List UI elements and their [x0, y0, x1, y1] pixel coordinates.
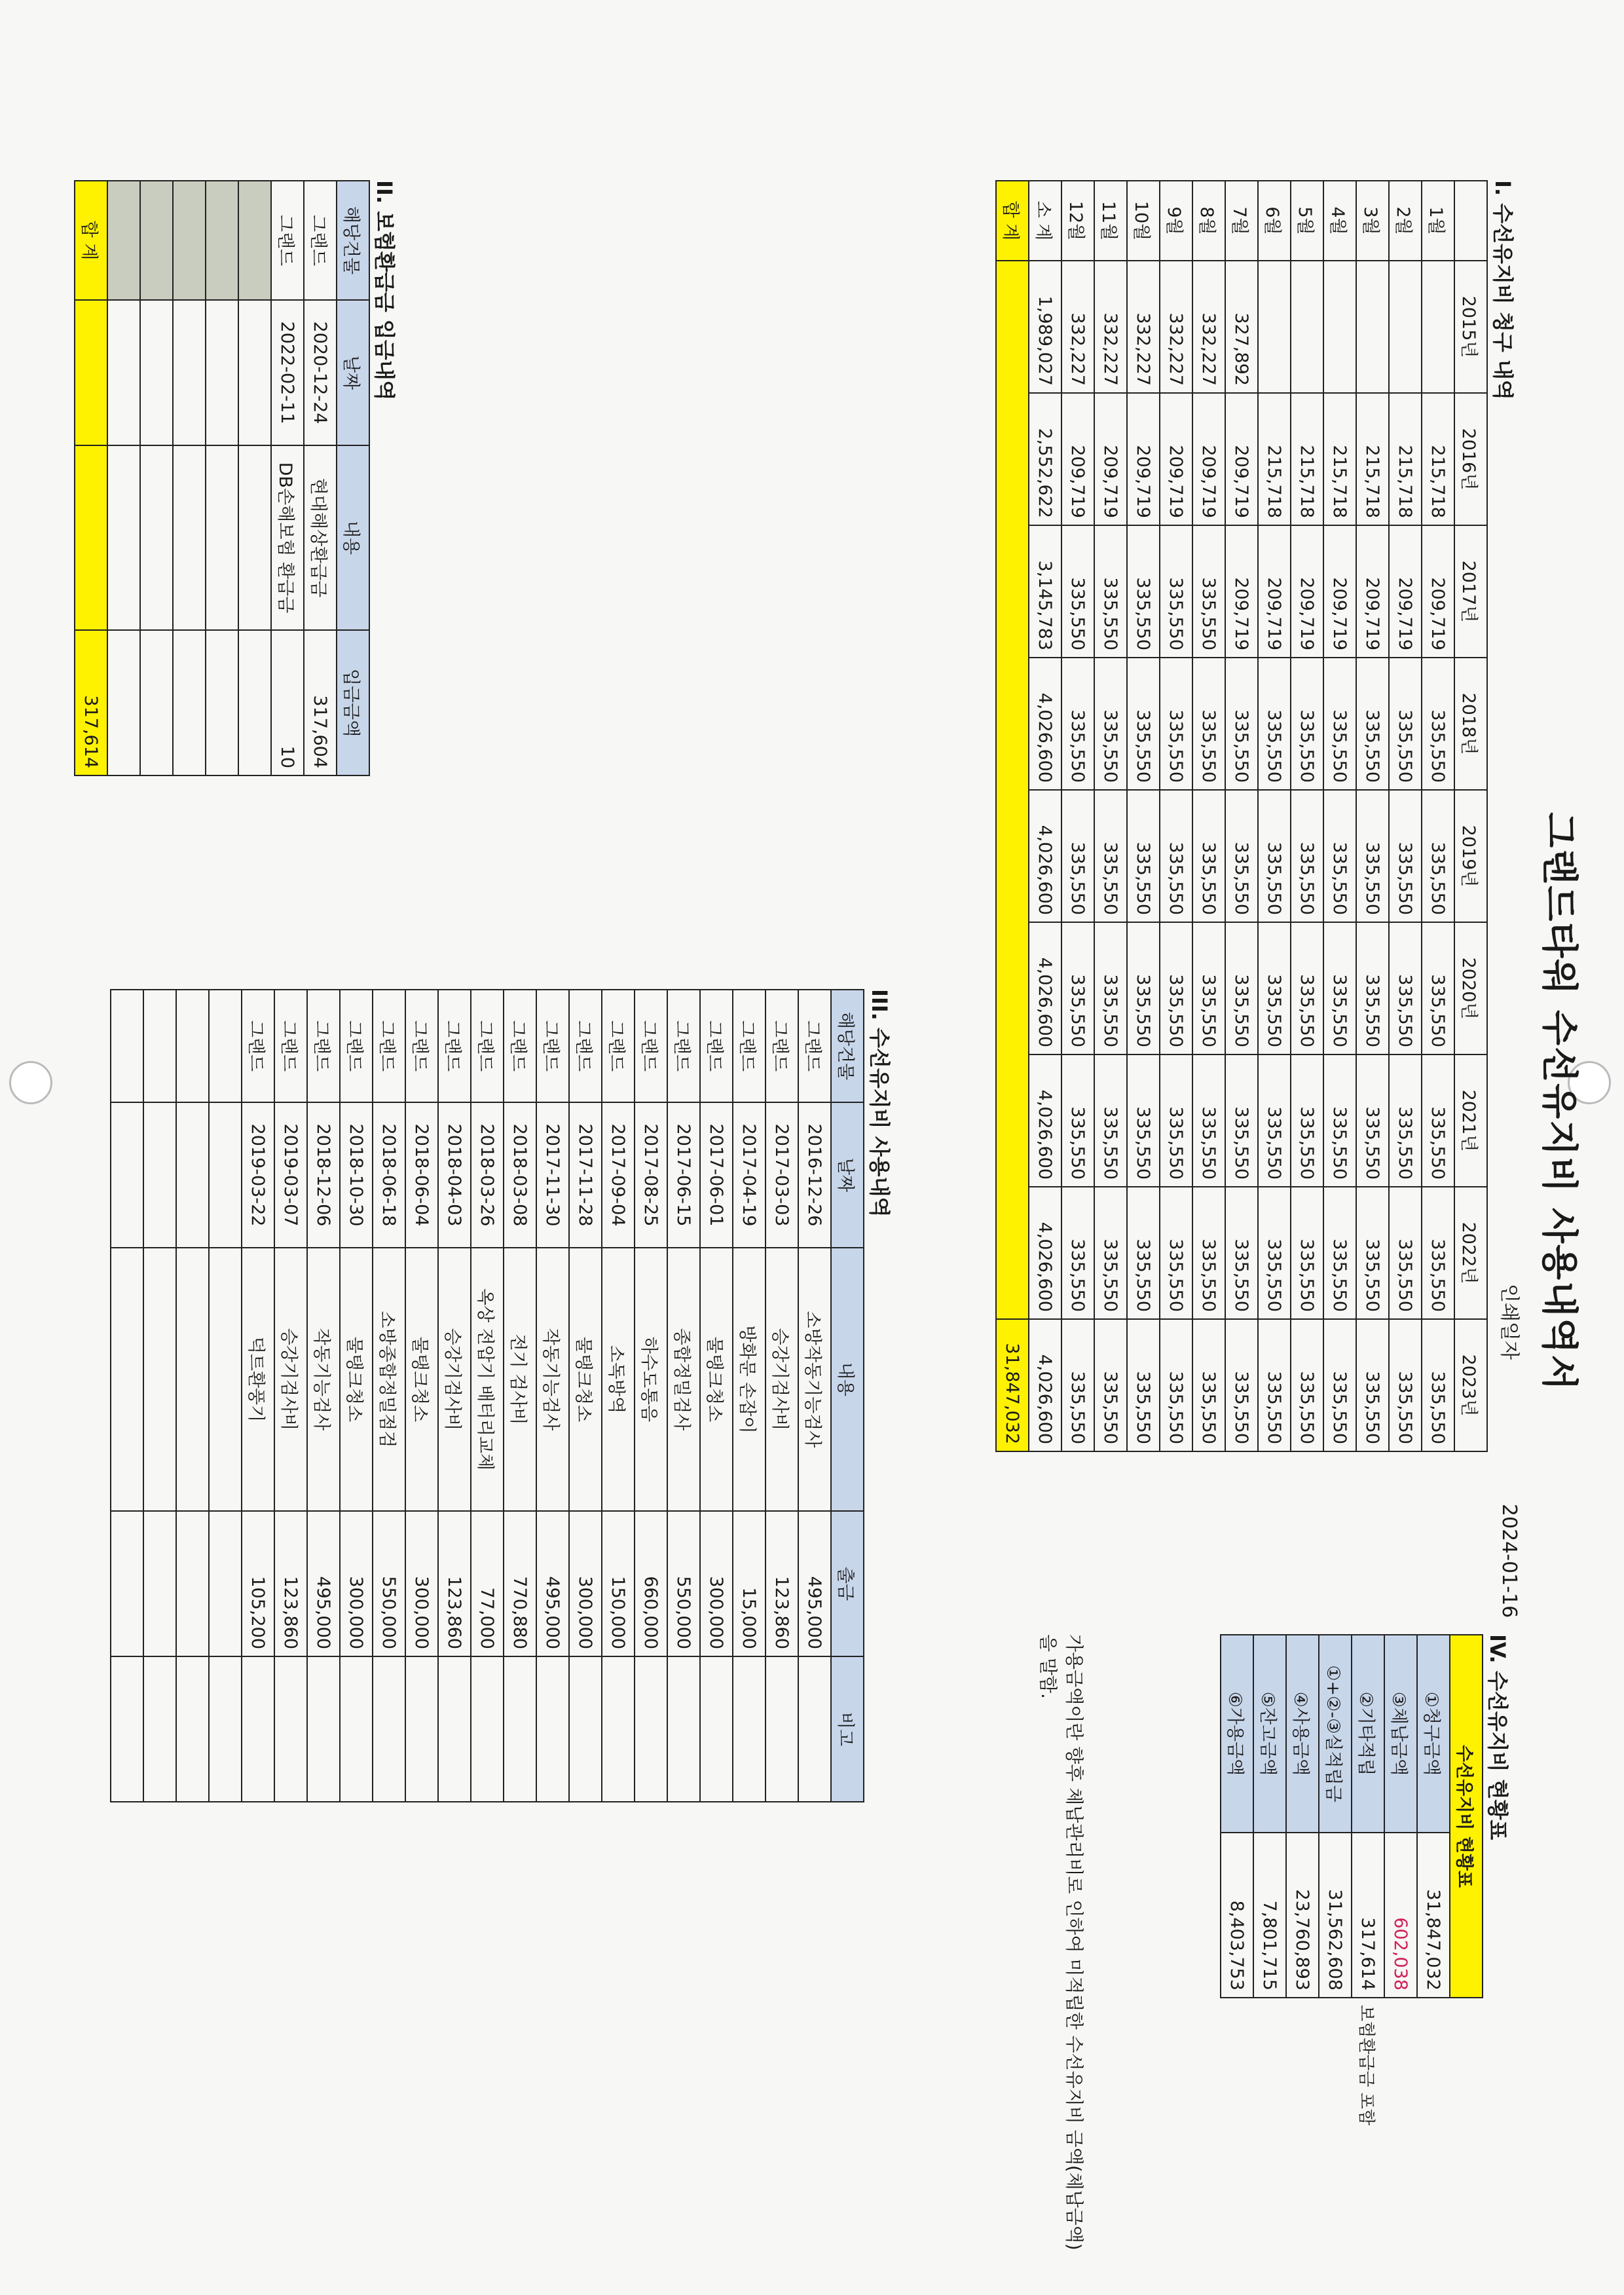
table-row: 그랜드 2017-03-03 승강기검사비 123,860	[766, 990, 798, 1802]
table-row: ④사용금액 23,760,893	[1286, 1635, 1319, 2133]
table-row: 12월 332,227 209,719 335,550 335,550 335,550 335,550 335,550 335,550 335,550	[1061, 181, 1094, 1451]
table-row: 그랜드 2018-06-04 물탱크청소 300,000	[405, 990, 438, 1802]
table-row: 해당건물 날짜 내용 출금 비고	[831, 990, 864, 1802]
table-row	[107, 181, 140, 775]
table-row: 3월 215,718 209,719 335,550 335,550 335,550 335,550 335,550 335,550	[1356, 181, 1389, 1451]
table-row: 그랜드 2017-06-15 종합정밀검사 550,000	[667, 990, 700, 1802]
table-row	[206, 181, 238, 775]
section-2-title: II. 보험환급금 입금내역	[372, 180, 397, 401]
total-row: 합 계 31,847,032	[996, 181, 1029, 1451]
table-row	[173, 181, 206, 775]
total-row: 합 계 317,614	[75, 181, 107, 775]
table-row: 11월 332,227 209,719 335,550 335,550 335,550 335,550 335,550 335,550 335,550	[1094, 181, 1127, 1451]
table-row: 그랜드 2020-12-24 현대해상환급금 317,604	[304, 181, 337, 775]
table-row: ①+②-③실적립금 31,562,608	[1319, 1635, 1352, 2133]
table-row: ②기타적립 317,614 보험환급금 포함	[1352, 1635, 1384, 2133]
table-row: ①청구금액 31,847,032	[1417, 1635, 1450, 2133]
footnote: 가용금액이란 향후 체납관리비로 인하여 미적립한 수선유지비 금액(체납금액)을 말함.	[1037, 1634, 1085, 2250]
table-row: 2015년 2016년 2017년 2018년 2019년 2020년 2021년 2022년 2023년	[1454, 181, 1487, 1451]
table-row	[140, 181, 173, 775]
table-row: 6월 215,718 209,719 335,550 335,550 335,550 335,550 335,550 335,550	[1258, 181, 1291, 1451]
table-row: 그랜드 2019-03-22 덕트환풍기 105,200	[242, 990, 274, 1802]
table-row: 5월 215,718 209,719 335,550 335,550 335,550 335,550 335,550 335,550	[1291, 181, 1323, 1451]
table-row: 그랜드 2018-03-26 옥상 전압기 배터리교체 77,000	[471, 990, 504, 1802]
table-row: 1월 215,718 209,719 335,550 335,550 335,550 335,550 335,550 335,550	[1422, 181, 1454, 1451]
page-title: 그랜드타워 수선유지비 사용내역서	[1538, 812, 1580, 1392]
table-row: 그랜드 2016-12-26 소방작동기능검사 495,000	[798, 990, 831, 1802]
section-4-title: IV. 수선유지비 현황표	[1485, 1634, 1510, 1840]
table-row: 그랜드 2018-03-08 전기 검사비 770,880	[504, 990, 536, 1802]
insurance-refund-table	[74, 180, 370, 776]
table-row	[111, 990, 143, 1802]
table-row: 그랜드 2017-08-25 하수도통음 660,000	[635, 990, 667, 1802]
billing-table	[995, 180, 1488, 1452]
table-row: 해당건물 날짜 내용 입금금액	[337, 181, 369, 775]
status-table: 수선유지비 현황표 ①청구금액 31,847,032 ③체납금액 602,038 ②기타적립 317,614 보험환급금 포함 ①+②-③실적립금 31,562,608 ④사용금액 23,760,893 ⑤잔고금액 7,801,715 ⑥가용금액 8,403,753	[1220, 1634, 1483, 2133]
table-row: ⑤잔고금액 7,801,715	[1253, 1635, 1286, 2133]
table-row	[176, 990, 209, 1802]
table-row: ③체납금액 602,038	[1384, 1635, 1417, 2133]
table-row: 그랜드 2017-09-04 소독방역 150,000	[602, 990, 635, 1802]
table-row	[143, 990, 176, 1802]
subtotal-row: 소 계 1,989,027 2,552,622 3,145,783 4,026,600 4,026,600 4,026,600 4,026,600 4,026,600 4,026,600	[1029, 181, 1061, 1451]
table-row: 그랜드 2019-03-07 승강기검사비 123,860	[274, 990, 307, 1802]
table-row: 2월 215,718 209,719 335,550 335,550 335,550 335,550 335,550 335,550	[1389, 181, 1422, 1451]
table-row: 그랜드 2018-04-03 승강기검사비 123,860	[438, 990, 471, 1802]
table-row: 그랜드 2018-12-06 작동기능검사 495,000	[307, 990, 340, 1802]
table-row: 그랜드 2017-11-30 작동기능검사 495,000	[536, 990, 569, 1802]
section-1-title: I. 수선유지비 청구 내역	[1490, 180, 1515, 400]
table-row: 그랜드 2017-06-01 물탱크청소 300,000	[700, 990, 733, 1802]
table-row	[238, 181, 271, 775]
table-row: 7월 327,892 209,719 209,719 335,550 335,550 335,550 335,550 335,550 335,550	[1225, 181, 1258, 1451]
table-row: 10월 332,227 209,719 335,550 335,550 335,550 335,550 335,550 335,550 335,550	[1127, 181, 1160, 1451]
table-row: 그랜드 2018-06-18 소방종합정밀점검 550,000	[373, 990, 405, 1802]
table-row: 그랜드 2018-10-30 물탱크청소 300,000	[340, 990, 373, 1802]
table-row: ⑥가용금액 8,403,753	[1221, 1635, 1253, 2133]
print-date: 인쇄일자2024-01-16	[1498, 1284, 1521, 1618]
table-row: 4월 215,718 209,719 335,550 335,550 335,550 335,550 335,550 335,550	[1323, 181, 1356, 1451]
table-row: 그랜드 2017-04-19 방화문 손잡이 15,000	[733, 990, 766, 1802]
usage-table	[110, 989, 864, 1802]
punch-hole	[9, 1061, 52, 1104]
table-row: 9월 332,227 209,719 335,550 335,550 335,550 335,550 335,550 335,550 335,550	[1160, 181, 1192, 1451]
table-row	[209, 990, 242, 1802]
table-row: 8월 332,227 209,719 335,550 335,550 335,550 335,550 335,550 335,550 335,550	[1192, 181, 1225, 1451]
table-row: 그랜드 2022-02-11 DB손해보험 환급금 10	[271, 181, 304, 775]
table-row: 그랜드 2017-11-28 물탱크청소 300,000	[569, 990, 602, 1802]
section-3-title: III. 수선유지비 사용내역	[867, 989, 892, 1218]
